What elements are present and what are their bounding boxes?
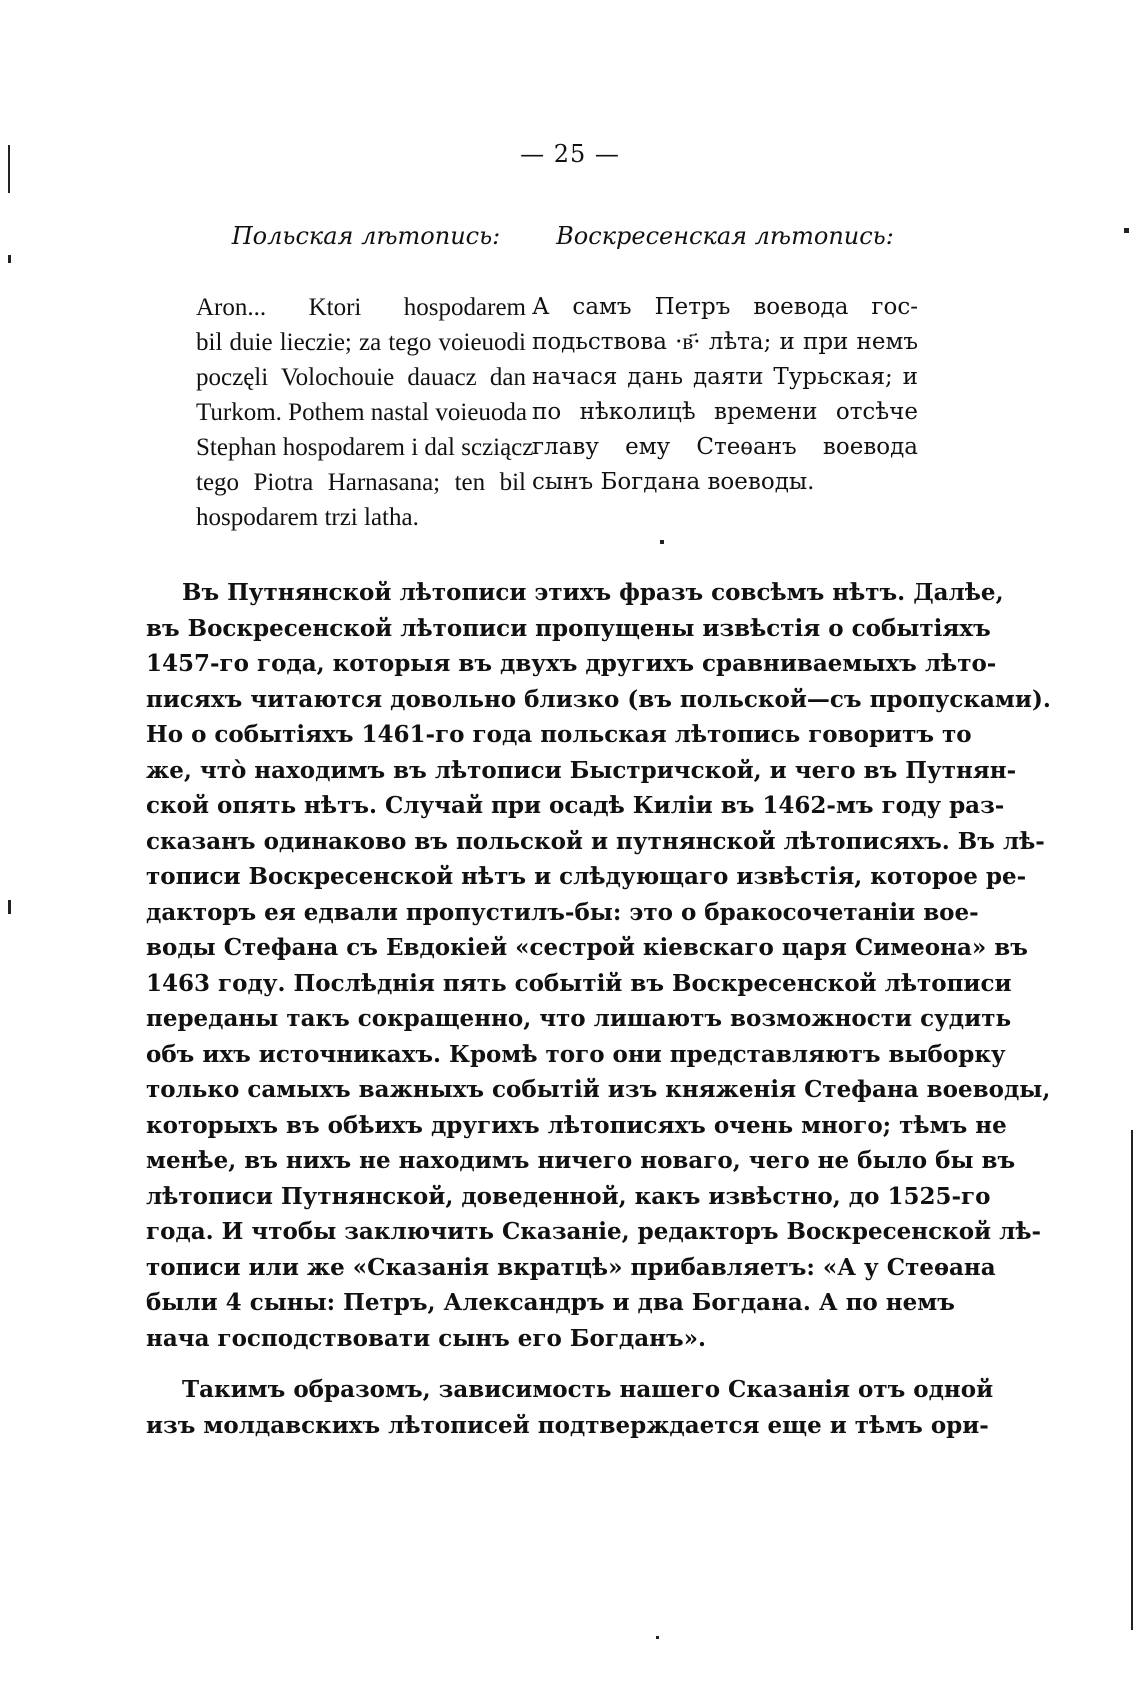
scan-mark <box>656 1636 659 1639</box>
voskresenskaya-line: по нѣколицѣ времени отсѣче <box>532 399 918 425</box>
body-line: только самыхъ важныхъ событій изъ княженія Стефана воеводы, <box>146 1076 1051 1103</box>
body-line: которыхъ въ обѣихъ другихъ лѣтописяхъ очень много; тѣмъ не <box>146 1111 1007 1139</box>
voskresenskaya-chronicle-column <box>532 222 918 500</box>
body-line: тописи или же «Сказанія вкратцѣ» прибавляетъ: «А у Стеѳана <box>146 1253 996 1281</box>
polish-line: poczęli Volochouie dauacz dan <box>196 364 526 391</box>
voskresenskaya-line: А самъ Петръ воевода гос- <box>532 294 918 320</box>
polish-chronicle-heading: Польская лѣтопись: <box>231 222 501 250</box>
voskresenskaya-line: подьствова ·в҃· лѣта; и при немъ <box>532 329 918 355</box>
body-line: писяхъ читаются довольно близко (въ польской—съ пропусками). <box>146 685 1051 713</box>
polish-line: Aron... Ktori hospodarem <box>196 294 526 321</box>
paragraph-1 <box>146 575 1051 1356</box>
body-line: тописи Воскресенской нѣтъ и слѣдующаго извѣстія, которое ре- <box>146 863 1027 890</box>
body-line: лѣтописи Путнянской, доведенной, какъ извѣстно, до 1525-го <box>146 1182 991 1210</box>
voskresenskaya-line: сынъ Богдана воеводы. <box>532 469 815 495</box>
body-line: переданы такъ сокращенно, что лишаютъ возможности судить <box>146 1005 1012 1032</box>
body-line: менѣе, въ нихъ не находимъ ничего новаго, чего не было бы въ <box>146 1147 1016 1174</box>
body-line: въ Воскресенской лѣтописи пропущены извѣстія о событіяхъ <box>146 614 991 642</box>
body-line: объ ихъ источникахъ. Кромѣ того они представляютъ выборку <box>146 1040 1006 1068</box>
polish-line: Stephan hospodarem i dal scziącz <box>196 434 534 461</box>
page-number: — 25 — <box>520 140 620 168</box>
scan-mark <box>660 540 664 544</box>
polish-line: Turkom. Pothem nastal voieuoda <box>196 399 528 426</box>
voskresenskaya-chronicle-heading: Воскресенская лѣтопись: <box>556 222 894 250</box>
polish-line: tego Piotra Harnasana; ten bil <box>196 469 526 496</box>
scan-mark <box>1131 1130 1133 1630</box>
body-line: же, что̀ находимъ въ лѣтописи Быстричской, и чего въ Путнян- <box>146 756 1017 784</box>
polish-line: hospodarem trzi latha. <box>196 504 419 531</box>
body-line: ской опять нѣтъ. Случай при осадѣ Киліи въ 1462-мъ году раз- <box>146 792 1005 819</box>
paragraph-gap <box>146 1356 918 1372</box>
scan-mark <box>8 255 11 263</box>
body-line: Въ Путнянской лѣтописи этихъ фразъ совсѣмъ нѣтъ. Далѣе, <box>182 579 1004 606</box>
scan-mark <box>8 145 10 193</box>
voskresenskaya-line: главу ему Стеѳанъ воевода <box>532 434 918 460</box>
scan-mark <box>1124 228 1129 233</box>
body-line: были 4 сыны: Петръ, Александръ и два Богдана. А по немъ <box>146 1289 955 1316</box>
body-line: 1463 году. Послѣднія пять событій въ Воскресенской лѣтописи <box>146 969 1012 997</box>
body-line: Такимъ образомъ, зависимость нашего Сказанія отъ одной <box>182 1376 994 1403</box>
body-line: нача господствовати сынъ его Богданъ». <box>146 1324 707 1352</box>
body-line: сказанъ одинаково въ польской и путнянской лѣтописяхъ. Въ лѣ- <box>146 827 1045 855</box>
body-line: Но о событіяхъ 1461-го года польская лѣтопись говоритъ то <box>146 721 972 748</box>
polish-line: bil duie lieczie; za tego voieuodi <box>196 329 526 356</box>
body-text <box>146 575 1051 1443</box>
polish-chronicle-column <box>196 222 534 535</box>
scan-mark <box>8 900 11 914</box>
body-line: изъ молдавскихъ лѣтописей подтверждается еще и тѣмъ ори- <box>146 1411 989 1439</box>
body-line: воды Стефана съ Евдокіей «сестрой кіевскаго царя Симеона» въ <box>146 934 1028 961</box>
body-line: года. И чтобы заключить Сказаніе, редакторъ Воскресенской лѣ- <box>146 1218 1042 1245</box>
paragraph-2 <box>146 1372 994 1443</box>
body-line: дакторъ ея едвали пропустилъ-бы: это о бракосочетаніи вое- <box>146 898 979 926</box>
body-line: 1457-го года, которыя въ двухъ другихъ сравниваемыхъ лѣто- <box>146 650 997 677</box>
voskresenskaya-line: начася дань даяти Турьская; и <box>532 364 918 390</box>
